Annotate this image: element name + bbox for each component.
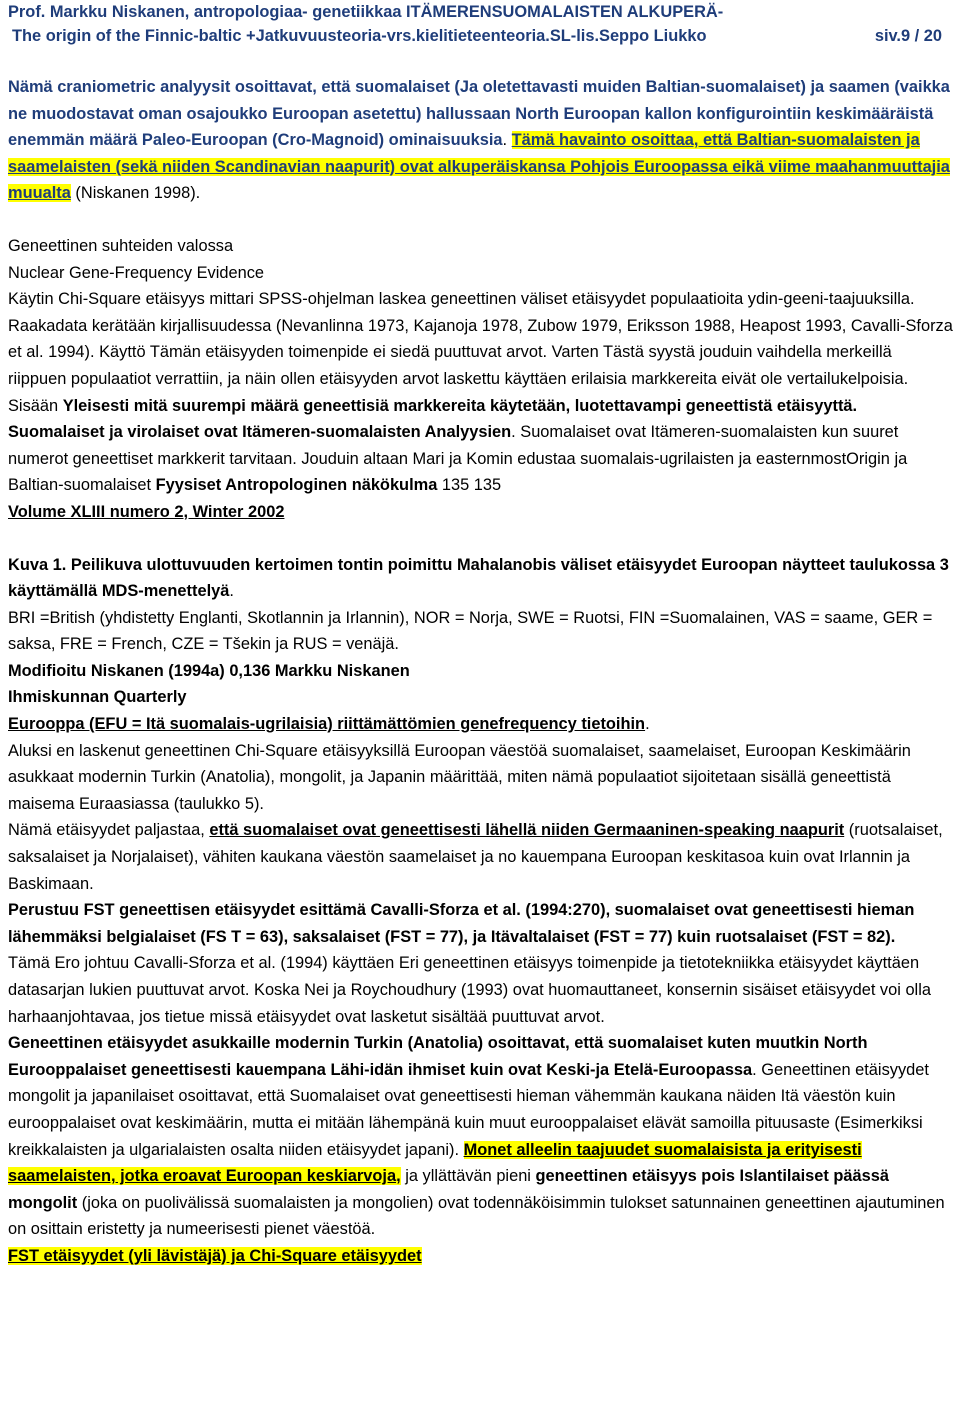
- table-caption: [8, 1243, 954, 1270]
- mongols-text: . Geneettinen etäisyydet mongolit ja japanilaiset osoittavat, että Suomalaiset ovat geneettisesti hieman vähemmän kaukana näiden Itä väestön kuin eurooppalaiset ovat keskimäärin, mutta ei mitään lähempänä kuin muut eurooppalaiset elävät samoilla pituusaste (Esimerkiksi kreikkalaisten ja ulgarialaisten osalta niiden etäisyydet japani).: [8, 1060, 929, 1159]
- header-title: Prof. Markku Niskanen, antropologiaa- genetiikkaa ITÄMERENSUOMALAISTEN ALKUPERÄ-: [8, 3, 724, 21]
- figure-journal-text: Ihmiskunnan Quarterly: [8, 688, 187, 707]
- allele-connector: ja yllättävän pieni: [400, 1167, 536, 1186]
- finding-citation: (Niskanen 1998).: [70, 184, 201, 203]
- anatolia-statement: Geneettinen etäisyydet asukkaille modernin Turkin (Anatolia) osoittavat, että suomalaiset kuten muutkin North Eurooppalaiset geneettisesti kauempana Lähi-idän ihmiset kuin ovat Keski-ja Etelä-Euroopassa: [8, 1034, 868, 1079]
- paragraph-anatolia: [8, 1030, 954, 1243]
- figure-journal: [8, 684, 954, 711]
- figure-europe-end: .: [645, 715, 650, 734]
- section-title-english: [8, 260, 954, 287]
- finding-highlight: Tämä havainto osoittaa, että Baltian-suomalaisten ja saamelaisten (sekä niiden Scandinavian naapurit) ovat alkuperäiskansa Pohjois Euroopassa eikä viime maahanmuuttajia muualta: [8, 131, 950, 203]
- journal-pages: 135 135: [437, 476, 502, 495]
- craniometric-text: Nämä craniometric analyysit osoittavat, että suomalaiset (Ja oletettavasti muiden Baltian-suomalaiset) ja saamen (vaikka ne muodostavat oman osajoukko Euroopan asetettu) hallussaan North Euroopan kallon konfigurointiin keskimääräistä enemmän määrä Paleo-Euroopan (Cro-Magnoid) ominaisuuksia: [8, 78, 950, 150]
- allele-highlight: Monet alleelin taajuudet suomalaisista ja erityisesti saamelaisten, jotka eroavat Euroopan keskiarvoja,: [8, 1140, 862, 1186]
- paragraph-method: [8, 286, 954, 499]
- table-caption-text: FST etäisyydet (yli lävistäjä) ja Chi-Square etäisyydet: [8, 1246, 422, 1265]
- figure-europe: [8, 711, 954, 738]
- difference-text: Tämä Ero johtuu Cavalli-Sforza et al. (1994) käyttäen Eri geneettinen etäisyys toimenpide ja tietotekniikka etäisyydet käyttäen datasarjan lukien puuttuvat arvot. Koska Nei ja Roychoudhury (1993) ovat huomauttaneet, konsernin sisäiset etäisyydet voi olla harhaanjohtavaa, jos tietue missä etäisyydet ovat lasketut sisältää puuttuvat arvot.: [8, 954, 931, 1026]
- finns-estonians-text: . Suomalaiset ovat Itämeren-suomalaisten kun suuret numerot geneettiset markkerit tarvitaan. Jouduin altaan Mari ja Komin edustaa suomalais-ugrilaisten ja easternmostOrigin ja Baltian-suomalaiset: [8, 423, 908, 495]
- section-title-english-text: Nuclear Gene-Frequency Evidence: [8, 263, 265, 282]
- paragraph-difference: [8, 950, 954, 1030]
- finns-estonians-statement: Suomalaiset ja virolaiset ovat Itämeren-suomalaisten Analyysien: [8, 423, 512, 442]
- paragraph-fst: [8, 897, 954, 950]
- volume-line: [8, 499, 954, 526]
- distances-rest: (ruotsalaiset, saksalaiset ja Norjalaiset), vähiten kaukana väestön saamelaiset ja no kauempana Euroopan keskitasoa kuin ovat Irlannin ja Baskimaan.: [8, 821, 943, 893]
- craniometric-period: .: [502, 131, 508, 150]
- volume-text: Volume XLIII numero 2, Winter 2002: [8, 502, 285, 521]
- germanic-neighbours: että suomalaiset ovat geneettisesti lähellä niiden Germaaninen-speaking naapurit: [209, 821, 845, 840]
- figure-label: Kuva 1.: [8, 555, 67, 574]
- figure-source-text: Modifioitu Niskanen (1994a) 0,136 Markku Niskanen: [8, 661, 410, 680]
- paragraph-chi-square: [8, 738, 954, 818]
- figure-europe-text: Eurooppa (EFU = Itä suomalais-ugrilaisia) riittämättömien genefrequency tietoihin: [8, 715, 646, 734]
- header-subtitle: The origin of the Finnic-baltic +Jatkuvuusteoria-vrs.kielitieteenteoria.SL-lis.Seppo Liukko: [12, 27, 707, 45]
- page-header: [8, 0, 954, 48]
- figure-source: [8, 658, 954, 685]
- page-number: siv.9 / 20: [874, 27, 942, 45]
- iceland-statement: geneettinen etäisyys pois Islantilaiset päässä mongolit: [8, 1167, 889, 1212]
- figure-legend: [8, 605, 954, 658]
- figure-title: Peilikuva ulottuvuuden kertoimen tontin poimittu Mahalanobis väliset etäisyydet Euroopan näytteet taulukossa 3 käyttämällä MDS-menettelyä: [8, 555, 949, 601]
- journal-name: Fyysiset Antropologinen näkökulma: [155, 476, 438, 495]
- figure-caption: [8, 552, 954, 605]
- header-subtitle-row: [8, 24, 954, 48]
- paragraph-distances: [8, 817, 954, 897]
- fst-text: Perustuu FST geneettisen etäisyydet esittämä Cavalli-Sforza et al. (1994:270), suomalaiset ovat geneettisesti hieman lähemmäksi belgialaiset (FS T = 63), saksalaiset (FST = 77), ja Itävaltalaiset (FST = 77) kuin ruotsalaiset (FST = 82).: [8, 901, 915, 946]
- section-title-finnish: [8, 233, 954, 260]
- section-title-finnish-text: Geneettinen suhteiden valossa: [8, 236, 234, 255]
- drift-text: (joka on puolivälissä suomalaisten ja mongolien) ovat todennäköisimmin tulokset satunnainen geneettinen ajautuminen on osittain eristetty ja numeerisesti pienet väestöä.: [8, 1193, 945, 1239]
- figure-legend-text: BRI =British (yhdistetty Englanti, Skotlannin ja Irlannin), NOR = Norja, SWE = Ruotsi, FIN =Suomalainen, VAS = saame, GER = saksa, FRE = French, CZE = Tšekin ja RUS = venäjä.: [8, 608, 933, 654]
- distances-intro: Nämä etäisyydet paljastaa,: [8, 821, 210, 840]
- chi-square-text: Aluksi en laskenut geneettinen Chi-Square etäisyyksillä Euroopan väestöä suomalaiset, saamelaiset, Euroopan Keskimäärin asukkaat modernin Turkin (Anatolia), mongolit, ja Japanin määrittää, miten nämä populaatiot sijoitetaan sisällä geneettistä maisema Euraasiassa (taulukko 5).: [8, 741, 911, 813]
- figure-period: .: [229, 582, 234, 601]
- markers-statement: Yleisesti mitä suurempi määrä geneettisiä markkereita käytetään, luotettavampi geneettistä etäisyyttä.: [62, 396, 858, 415]
- paragraph-craniometric: [8, 74, 954, 207]
- method-text: Käytin Chi-Square etäisyys mittari SPSS-ohjelman laskea geneettinen väliset etäisyydet populaatioita ydin-geeni-taajuuksilla. Raakadata kerätään kirjallisuudessa (Nevanlinna 1973, Kajanoja 1978, Zubow 1979, Eriksson 1988, Heapost 1993, Cavalli-Sforza et al. 1994). Käyttö Tämän etäisyyden toimenpide ei siedä puuttuvat arvot. Varten Tästä syystä jouduin vaihdella merkeillä riippuen populaatiot verrattiin, ja näin ollen etäisyyden arvot laskettu käyttäen erilaisia markkereita eivät ole vertailukelpoisia. Sisään: [8, 290, 953, 415]
